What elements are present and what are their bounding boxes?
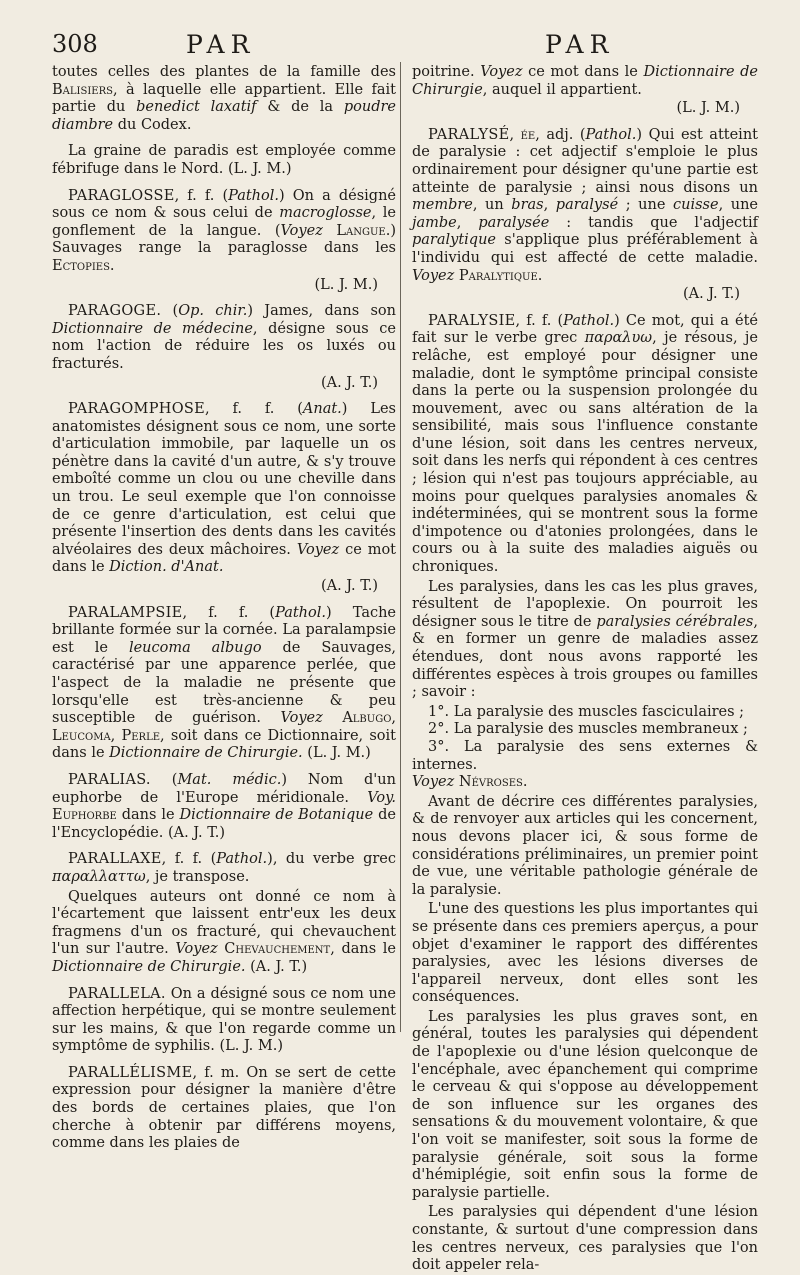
headword: PARALIAS. (68, 771, 151, 788)
paragraph-les-paralysies: Les paralysies les plus graves sont, en général, toutes les paralysies qui dépendent de l'apoplexie ou d'une lésion quelconque de l'encéphale, avec épanchement qui comprime le cerveau & qui s'oppose au développement de son influence sur les organes des sensations & du mouvement volontaire, & que l'on voit se manifester, soit sous la forme de paralysie générale, soit sous la forme d'hémiplégie, soit enfin sous la forme de paralysie partielle. (412, 1008, 758, 1201)
entry-parallaxe: PARALLAXE, f. f. (Pathol.), du verbe grec παραλλαττω, je transpose. (52, 851, 396, 885)
running-head-right: PAR (545, 30, 615, 59)
column-divider (400, 62, 401, 1032)
entry-parallela: PARALLELA. On a désigné sous ce nom une affection herpétique, qui se montre seulement sur les mains, & que l'on regarde comme un symptôme de syphilis. (L. J. M.) (52, 985, 396, 1055)
page-header (0, 30, 800, 62)
author-signature: (A. J. T.) (320, 578, 378, 595)
list-item: 2°. La paralysie des muscles membraneux ; (428, 721, 748, 738)
greek-word: παραλυω (584, 330, 653, 347)
list-item: 1°. La paralysie des muscles fasciculaires ; (428, 703, 745, 720)
author-signature: (A. J. T.) (320, 374, 378, 391)
entry-paragoge: PARAGOGE. (Op. chir.) James, dans son Dictionnaire de médecine, désigne sous ce nom l'action de réduire les os luxés ou fracturés. (A. J. T.) (52, 303, 396, 391)
headword: PARAGOMPHOSE (68, 401, 206, 418)
page-number: 308 (52, 30, 98, 58)
headword: PARALLÉLISME (68, 1064, 193, 1081)
entry-paralampsie: PARALAMPSIE, f. f. (Pathol.) Tache brillante formée sur la cornée. La paralampsie est le leucoma albugo de Sauvages, caractérisé par une apparence perlée, que l'aspect de la maladie ne présente que lorsqu'elle est très-ancienne & peu susceptible de guérison. Voyez Albugo, Leucoma, Perle, soit dans ce Dictionnaire, soit dans le Dictionnaire de Chirurgie. (L. J. M.) (52, 604, 397, 762)
headword: PARAGLOSSE (68, 187, 175, 204)
running-head-left: PAR (186, 30, 256, 59)
author-signature: (L. J. M.) (219, 1038, 283, 1055)
paragraph-lune: L'une des questions les plus importantes qui se présente dans ces premiers aperçus, a pour objet d'examiner le rapport des différentes paralysies, avec les lésions diverses de l'appareil nerveux, dont elles sont les conséquences. (412, 901, 758, 1006)
entry-paralias: PARALIAS. (Mat. médic.) Nom d'un euphorbe de l'Europe méridionale. Voy. Euphorbe dans le Dictionnaire de Botanique de l'Encyclopédie. (A. J. T.) (52, 771, 396, 841)
entry-paralyse: PARALYSÉ, ée, adj. (Pathol.) Qui est atteint de paralysie : cet adjectif s'emploie le plus ordinairement pour désigner qu'une partie est atteinte de paralysie ; ainsi nous disons un membre, un bras, paralysé ; une cuisse, une jambe, paralysée : tandis que l'adjectif paralytique s'applique plus préférablement à l'individu qui est affecté de cette maladie. Voyez Paralytique. (A. J. T.) (412, 126, 758, 303)
entry-paragomphose: PARAGOMPHOSE, f. f. (Anat.) Les anatomistes désignent sous ce nom, une sorte d'articulation immobile, par laquelle un os pénètre dans la cavité d'un autre, & s'y trouve emboîté comme un clou ou une cheville dans un trou. Le seul exemple que l'on connoisse de ce genre d'articulation, est celui que présente l'insertion des dents dans les cavités alvéolaires des deux mâchoires. Voyez ce mot dans le Diction. d'Anat. (A. J. T.) (52, 401, 397, 595)
paragraph-last: Les paralysies qui dépendent d'une lésion constante, & surtout d'une compression dans les centres nerveux, ces paralysies que l'on doit appeler rela- (412, 1204, 758, 1274)
author-signature: (L. J. M.) (227, 160, 292, 177)
right-column (412, 64, 758, 1274)
author-signature: (A. J. T.) (682, 286, 740, 303)
author-signature: (A. J. T.) (250, 958, 308, 975)
paragraph-graves: Les paralysies, dans les cas les plus graves, résultent de l'apoplexie. On pourroit les désigner sous le titre de paralysies cérébrales, & en former un genre de maladies assez étendues, dont nous avons rapporté les différentes espèces à trois groupes ou familles ; savoir : (412, 578, 758, 701)
headword: PARAGOGE. (68, 303, 162, 320)
headword: PARALLELA. (68, 985, 166, 1002)
greek-word: παραλλαττω (52, 868, 146, 885)
entry-parallelisme: PARALLÉLISME, f. m. On se sert de cette expression pour désigner la manière d'être des bords de certaines plaies, que l'on cherche à obtenir par différens moyens, comme dans les plaies de (52, 1064, 396, 1152)
headword: PARALAMPSIE (68, 604, 183, 621)
paragraph-graine: La graine de paradis est employée comme fébrifuge dans le Nord. (L. J. M.) (52, 143, 396, 177)
paragraph-parallaxe-def: Quelques auteurs ont donné ce nom à l'écartement que laissent entr'eux les deux fragmens d'un os fracturé, qui chevauchent l'un sur l'autre. Voyez Chevauchement, dans le Dictionnaire de Chirurgie. (A. J. T.) (52, 888, 396, 975)
author-signature: (L. J. M.) (676, 100, 740, 117)
author-signature: (L. J. M.) (314, 276, 378, 293)
entry-paralysie: PARALYSIE, f. f. (Pathol.) Ce mot, qui a été fait sur le verbe grec παραλυω, je résous, je relâche, est employé pour désigner une maladie, dont le symptôme principal consiste dans la perte ou la suspension prolongée du mouvement, avec ou sans altération de la sensibilité, mais sous l'influence constante d'une lésion, soit dans les centres nerveux, soit dans les nerfs qui répondent à ces centres ; lésion qui n'est pas toujours appréciable, au moins pour quelques paralysies anomales & indéterminées, qui se montrent sous la forme d'impotence ou d'atonies prolongées, dans le cours ou à la suite des maladies aiguës ou chroniques. (412, 312, 758, 576)
headword: PARALYSÉ (428, 126, 510, 143)
list-item: 3°. La paralysie des sens externes & internes. (412, 738, 758, 773)
cross-reference: Voyez Névroses. (412, 774, 528, 791)
author-signature: (A. J. T.) (167, 824, 225, 841)
paragraph-continuation: toutes celles des plantes de la famille des Balisiers, à laquelle elle appartient. Elle fait partie du benedict laxatif & de la poudre diambre du Codex. (52, 64, 396, 133)
paragraph-continuation: poitrine. Voyez ce mot dans le Dictionnaire de Chirurgie, auquel il appartient. (L. J. M.) (412, 64, 758, 117)
entry-paraglosse: PARAGLOSSE, f. f. (Pathol.) On a désigné sous ce nom & sous celui de macroglosse, le gonflement de la langue. (Voyez Langue.) Sauvages range la paraglosse dans les Ectopies. (L. J. M.) (52, 187, 397, 293)
paragraph-avant: Avant de décrire ces différentes paralysies, & de renvoyer aux articles qui les concernent, nous devons placer ici, & sous forme de considérations préliminaires, un premier point de vue, une véritable pathologie générale de la paralysie. (412, 793, 758, 898)
headword: PARALLAXE (68, 851, 162, 868)
headword: PARALYSIE (428, 312, 516, 329)
left-column (52, 64, 397, 1152)
author-signature: (L. J. M.) (307, 745, 371, 762)
